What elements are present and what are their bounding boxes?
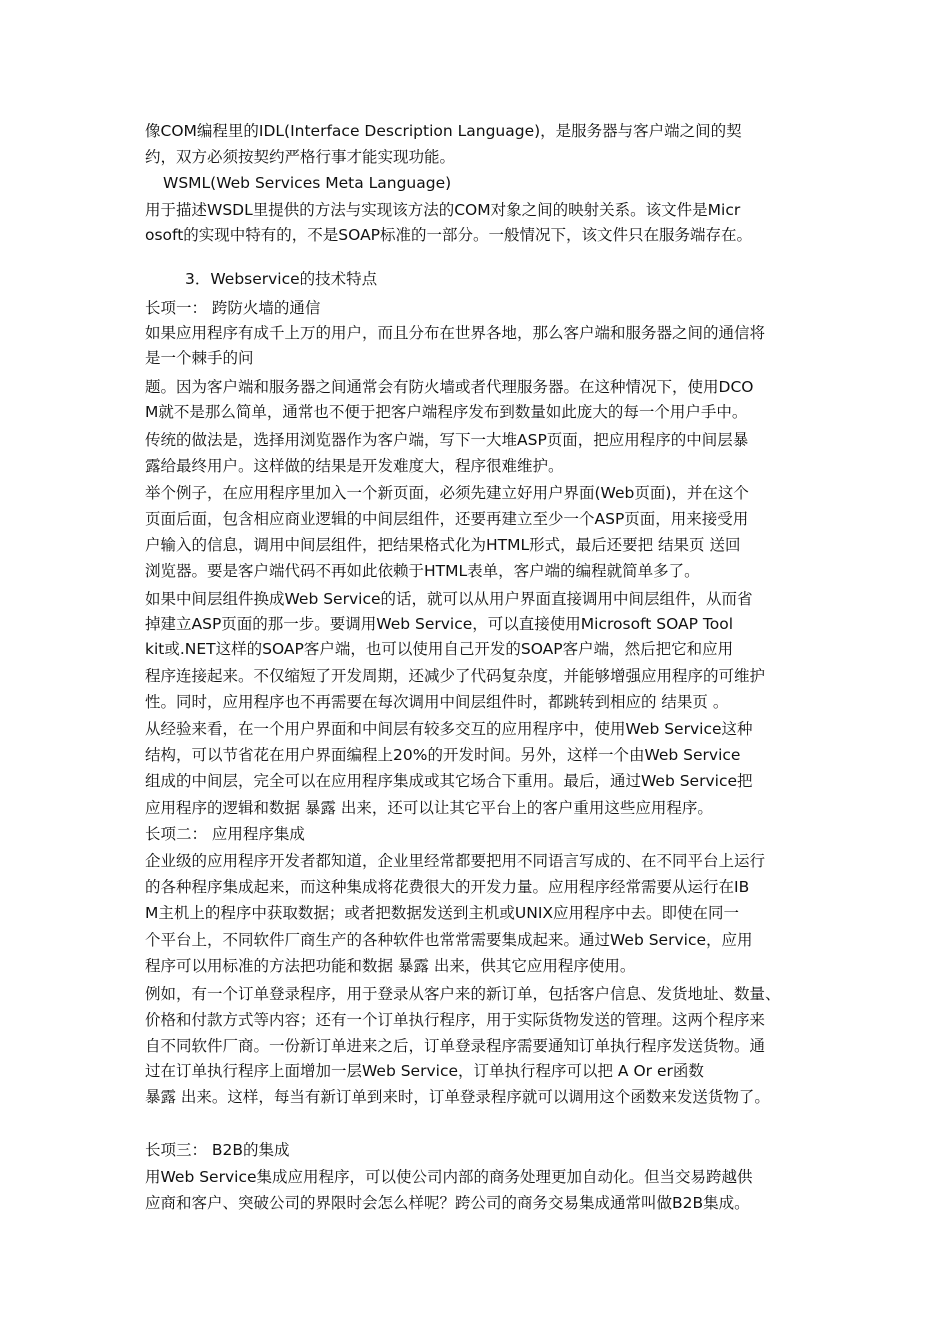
text-line: 组成的中间层，完全可以在应用程序集成或其它场合下重用。最后，通过Web Service把 xyxy=(145,772,753,790)
text-line: 程序可以用标准的方法把功能和数据 暴露 出来，供其它应用程序使用。 xyxy=(145,957,636,975)
text-line: 应商和客户、突破公司的界限时会怎么样呢？跨公司的商务交易集成通常叫做B2B集成。 xyxy=(145,1194,750,1212)
text-line: 价格和付款方式等内容；还有一个订单执行程序，用于实际货物发送的管理。这两个程序来 xyxy=(145,1011,766,1029)
text-line: 企业级的应用程序开发者都知道，企业里经常都要把用不同语言写成的、在不同平台上运行 xyxy=(145,852,766,870)
text-line: 浏览器。要是客户端代码不再如此依赖于HTML表单，客户端的编程就简单多了。 xyxy=(145,562,700,580)
text-line: 自不同软件厂商。一份新订单进来之后，订单登录程序需要通知订单执行程序发送货物。通 xyxy=(145,1037,766,1055)
subheading-3: 长项三： B2B的集成 xyxy=(145,1141,290,1159)
text-line: M主机上的程序中获取数据；或者把数据发送到主机或UNIX应用程序中去。即使在同一 xyxy=(145,904,740,922)
section-label-wsml: WSML(Web Services Meta Language) xyxy=(163,174,452,192)
text-line: 题。因为客户端和服务器之间通常会有防火墙或者代理服务器。在这种情况下，使用DCO xyxy=(145,378,754,396)
text-line: 性。同时，应用程序也不再需要在每次调用中间层组件时，都跳转到相应的 结果页 。 xyxy=(145,693,729,711)
text-line: 如果中间层组件换成Web Service的话，就可以从用户界面直接调用中间层组件，从而省 xyxy=(145,590,753,608)
text-line: 传统的做法是，选择用浏览器作为客户端，写下一大堆ASP页面，把应用程序的中间层暴 xyxy=(145,431,749,449)
text-line: 例如，有一个订单登录程序，用于登录从客户来的新订单，包括客户信息、发货地址、数量、 xyxy=(145,985,781,1003)
text-line: 应用程序的逻辑和数据 暴露 出来，还可以让其它平台上的客户重用这些应用程序。 xyxy=(145,799,713,817)
text-line: 露给最终用户。这样做的结果是开发难度大，程序很难维护。 xyxy=(145,457,564,475)
text-line: 从经验来看，在一个用户界面和中间层有较多交互的应用程序中，使用Web Service这种 xyxy=(145,720,753,738)
text-line: kit或.NET这样的SOAP客户端，也可以使用自己开发的SOAP客户端，然后把它和应用 xyxy=(145,640,734,658)
text-line: 页面后面，包含相应商业逻辑的中间层组件，还要再建立至少一个ASP页面，用来接受用 xyxy=(145,510,749,528)
text-line: M就不是那么简单，通常也不便于把客户端程序发布到数量如此庞大的每一个用户手中。 xyxy=(145,403,748,421)
text-line: 暴露 出来。这样，每当有新订单到来时，订单登录程序就可以调用这个函数来发送货物了。 xyxy=(145,1088,770,1106)
text-line: 个平台上，不同软件厂商生产的各种软件也常常需要集成起来。通过Web Service，应用 xyxy=(145,931,753,949)
section-heading: 3．Webservice的技术特点 xyxy=(185,270,378,288)
text-line: 约，双方必须按契约严格行事才能实现功能。 xyxy=(145,148,456,166)
text-line: 的各种程序集成起来，而这种集成将花费很大的开发力量。应用程序经常需要从运行在IB xyxy=(145,878,750,896)
text-line: osoft的实现中特有的，不是SOAP标准的一部分。一般情况下，该文件只在服务端存在。 xyxy=(145,226,753,244)
text-line: 如果应用程序有成千上万的用户，而且分布在世界各地，那么客户端和服务器之间的通信将 xyxy=(145,324,766,342)
text-line: 像COM编程里的IDL(Interface Description Language)，是服务器与客户端之间的契 xyxy=(145,122,742,140)
text-line: 用Web Service集成应用程序，可以使公司内部的商务处理更加自动化。但当交易跨越供 xyxy=(145,1168,753,1186)
subheading-2: 长项二： 应用程序集成 xyxy=(145,825,305,843)
text-line: 结构，可以节省花在用户界面编程上20%的开发时间。另外，这样一个由Web Service xyxy=(145,746,741,764)
text-line: 掉建立ASP页面的那一步。要调用Web Service，可以直接使用Microsoft SOAP Tool xyxy=(145,615,734,633)
text-line: 户输入的信息，调用中间层组件，把结果格式化为HTML形式，最后还要把 结果页 送回 xyxy=(145,536,741,554)
text-line: 程序连接起来。不仅缩短了开发周期，还减少了代码复杂度，并能够增强应用程序的可维护 xyxy=(145,667,766,685)
text-line: 过在订单执行程序上面增加一层Web Service，订单执行程序可以把 A Or er函数 xyxy=(145,1062,704,1080)
text-line: 是一个棘手的问 xyxy=(145,349,254,367)
text-line: 用于描述WSDL里提供的方法与实现该方法的COM对象之间的映射关系。该文件是Micr xyxy=(145,201,741,219)
text-line: 举个例子，在应用程序里加入一个新页面，必须先建立好用户界面(Web页面)，并在这个 xyxy=(145,484,749,502)
subheading-1: 长项一： 跨防火墙的通信 xyxy=(145,299,321,317)
